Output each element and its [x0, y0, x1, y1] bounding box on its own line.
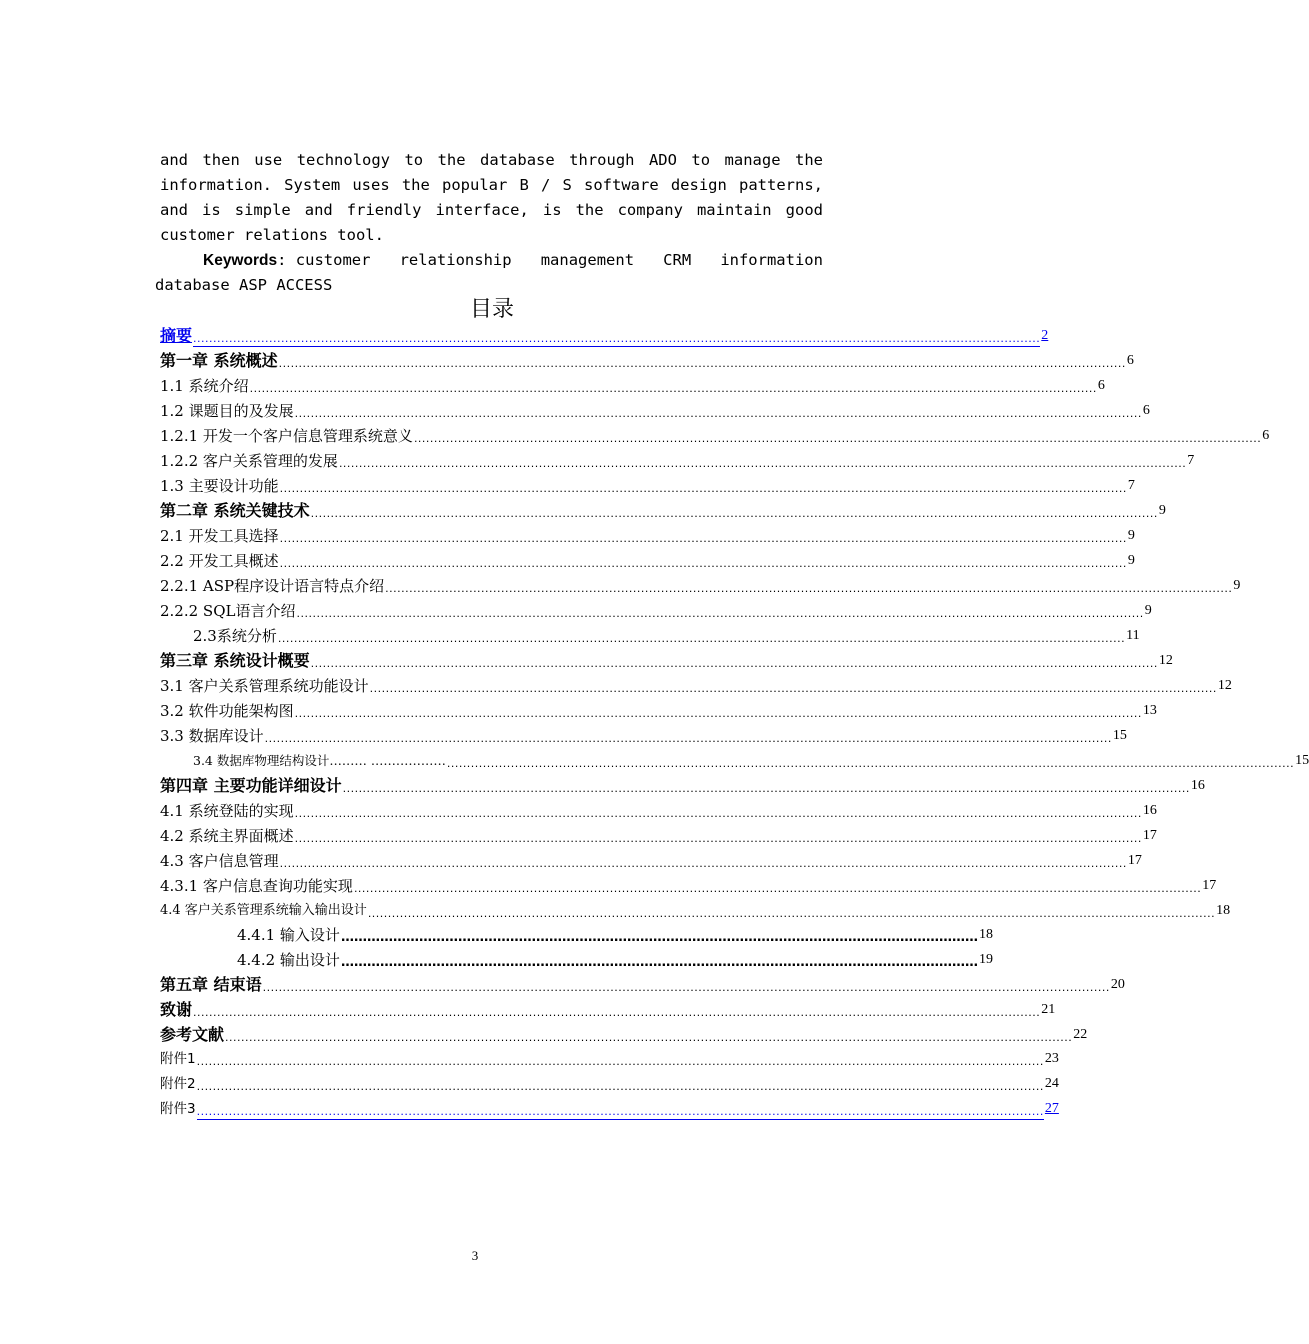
toc-entry-4-3[interactable]: [160, 848, 1142, 872]
toc-entry-1-2-2[interactable]: [160, 448, 1195, 472]
keyword: customer: [295, 251, 371, 269]
toc-entry-title: 1.1 系统介绍: [160, 377, 249, 395]
toc-entry-title: 3.2 软件功能架构图: [160, 702, 294, 720]
toc-entry-abstract[interactable]: [160, 323, 1049, 347]
toc-entry-page: 15: [1295, 753, 1309, 768]
toc-entry-4-2[interactable]: [160, 823, 1157, 847]
toc-entry-3-4[interactable]: [193, 748, 1309, 772]
toc-entry-title: 1.2 课题目的及发展: [160, 402, 294, 420]
toc-entry-page: 9: [1158, 503, 1166, 518]
toc-leader: ....................................................................................................................................................................................................................: [279, 557, 1127, 570]
toc-entry-page: 16: [1142, 803, 1157, 818]
toc-entry-2-2-1[interactable]: [160, 573, 1241, 597]
toc-entry-page: 18: [978, 927, 993, 942]
toc-entry-title: 3.3 数据库设计: [160, 727, 264, 745]
toc-entry-page: 24: [1044, 1076, 1059, 1091]
toc-entry-2-3[interactable]: [193, 623, 1140, 647]
toc-entry-page: 11: [1126, 628, 1140, 643]
toc-entry-page: 6: [1142, 403, 1150, 418]
toc-leader: ....................................................................................................................................................................................................................: [385, 582, 1233, 595]
toc-entry-title: 附件1: [160, 1051, 196, 1067]
keyword: CRM: [663, 251, 692, 269]
toc-entry-1-1[interactable]: [160, 373, 1105, 397]
toc-entry-title: 4.1 系统登陆的实现: [160, 802, 294, 820]
toc-entry-title: 1.3 主要设计功能: [160, 477, 279, 495]
toc-entry-references[interactable]: [160, 1022, 1088, 1046]
keywords-line: [203, 248, 823, 273]
toc-entry-1-2-1[interactable]: [160, 423, 1270, 447]
toc-entry-title: 2.2.2 SQL语言介绍: [160, 602, 296, 620]
toc-entry-title: 参考文献: [160, 1025, 225, 1044]
toc-entry-title: 4.3 客户信息管理: [160, 852, 279, 870]
toc-entry-4-4[interactable]: [160, 898, 1231, 922]
toc-leader: ....................................................................................................................................................................................................................: [193, 332, 1041, 345]
toc-entry-title: 附件3: [160, 1101, 196, 1117]
toc-entry-3-1[interactable]: [160, 673, 1232, 697]
toc-leader: ....................................................................................................................................................................................................................: [294, 407, 1142, 420]
toc-entry-appendix-2[interactable]: [160, 1071, 1059, 1095]
keyword: relationship: [399, 251, 512, 269]
toc-leader: ....................................................................................................................................................................................................................: [338, 457, 1187, 470]
toc-entry-page: 6: [1097, 378, 1105, 393]
toc-leader: ....................................................................................................................................................................................................................: [296, 607, 1144, 620]
abstract-line-3: and is simple and friendly interface, is the company maintain good: [160, 201, 823, 219]
toc-entry-title: 第三章 系统设计概要: [160, 651, 310, 670]
toc-entry-page: 27: [1044, 1101, 1059, 1116]
toc-entry-2-1[interactable]: [160, 523, 1135, 547]
toc-leader: ....................................................................................................................................................................................................................: [279, 857, 1127, 870]
toc-entry-3-2[interactable]: [160, 698, 1157, 722]
toc-leader: ....................................................................................................................................................................................................................: [262, 981, 1110, 994]
toc-entry-title: 致谢: [160, 1000, 193, 1019]
toc-entry-title: 摘要: [160, 326, 193, 345]
keywords-group-1: [203, 248, 370, 273]
toc-entry-page: 6: [1126, 353, 1134, 368]
toc-entry-page: 9: [1127, 528, 1135, 543]
toc-entry-appendix-3[interactable]: [160, 1096, 1059, 1120]
toc-entry-acknowledgements[interactable]: [160, 997, 1056, 1021]
keyword: management: [540, 251, 635, 269]
toc-entry-chapter-4[interactable]: [160, 773, 1205, 797]
toc-entry-title: 3.1 客户关系管理系统功能设计: [160, 677, 369, 695]
toc-leader: ....................................................................................................................................................................................................................: [225, 1031, 1073, 1044]
toc-entry-page: 21: [1041, 1002, 1056, 1017]
toc-entry-page: 15: [1112, 728, 1127, 743]
toc-entry-page: 20: [1110, 977, 1125, 992]
toc-leader: ....................................................................................................................................................................................................................: [294, 832, 1142, 845]
toc-leader: ....................................................................................................................................................................................................................: [294, 807, 1142, 820]
toc-entry-title: 2.2.1 ASP程序设计语言特点介绍: [160, 577, 385, 595]
toc-leader: ....................................................................................................................................................................................................................: [249, 382, 1097, 395]
toc-entry-4-3-1[interactable]: [160, 873, 1217, 897]
toc-leader: ....................................................................................................................................................................................................................: [196, 1105, 1044, 1118]
toc-entry-3-3[interactable]: [160, 723, 1127, 747]
toc-leader: ....................................................................................................................................................................................................................: [278, 357, 1126, 370]
toc-entry-page: 9: [1233, 578, 1241, 593]
toc-entry-2-2[interactable]: [160, 548, 1135, 572]
toc-entry-appendix-1[interactable]: [160, 1046, 1059, 1070]
toc-entry-title: 第五章 结束语: [160, 975, 262, 994]
keywords-separator: :: [277, 251, 287, 269]
toc-entry-title: 2.2 开发工具概述: [160, 552, 279, 570]
page-number: 3: [471, 1248, 479, 1263]
toc-entry-page: 17: [1202, 878, 1217, 893]
toc-entry-page: 7: [1187, 453, 1195, 468]
toc-entry-chapter-3[interactable]: [160, 648, 1173, 672]
toc-entry-page: 9: [1127, 553, 1135, 568]
abstract-line-4: customer relations tool.: [160, 226, 384, 244]
toc-leader: ....................................................................................................................................................................................................................: [279, 482, 1127, 495]
toc-entry-page: 16: [1190, 778, 1205, 793]
toc-entry-title: 第一章 系统概述: [160, 351, 278, 370]
toc-entry-2-2-2[interactable]: [160, 598, 1152, 622]
toc-leader: …………………………………………………………………………………………………………………………………: [340, 955, 978, 970]
toc-entry-page: 19: [978, 952, 993, 967]
toc-entry-title: 第二章 系统关键技术: [160, 501, 310, 520]
toc-entry-page: 7: [1127, 478, 1135, 493]
toc-entry-page: 13: [1142, 703, 1157, 718]
toc-entry-chapter-5[interactable]: [160, 972, 1125, 996]
toc-leader: ....................................................................................................................................................................................................................: [310, 507, 1158, 520]
toc-entry-page: 12: [1158, 653, 1173, 668]
toc-leader: ....................................................................................................................................................................................................................: [294, 707, 1142, 720]
toc-leader: ....................................................................................................................................................................................................................: [413, 432, 1262, 445]
keywords-line-2: database ASP ACCESS: [155, 276, 333, 294]
toc-entry-title: 附件2: [160, 1076, 196, 1092]
toc-entry-page: 6: [1262, 428, 1270, 443]
toc-entry-title: 第四章 主要功能详细设计: [160, 776, 342, 795]
toc-leader: ....................................................................................................................................................................................................................: [369, 682, 1217, 695]
toc-entry-title: 2.1 开发工具选择: [160, 527, 279, 545]
toc-entry-1-2[interactable]: [160, 398, 1150, 422]
toc-entry-page: 2: [1041, 328, 1049, 343]
toc-entry-4-4-2[interactable]: [237, 947, 993, 971]
toc-leader: ....................................................................................................................................................................................................................: [310, 657, 1158, 670]
toc-leader: ....................................................................................................................................................................................................................: [342, 782, 1190, 795]
toc-leader: ....................................................................................................................................................................................................................: [196, 1055, 1044, 1068]
toc-entry-title: 4.4.2 输出设计: [237, 951, 340, 969]
toc-entry-1-3[interactable]: [160, 473, 1135, 497]
toc-entry-page: 17: [1127, 853, 1142, 868]
toc-leader: ....................................................................................................................................................................................................................: [353, 882, 1202, 895]
toc-entry-page: 23: [1044, 1051, 1059, 1066]
toc-entry-title: 3.4 数据库物理结构设计……… ………………: [193, 753, 446, 768]
toc-entry-page: 9: [1144, 603, 1152, 618]
toc-leader: ....................................................................................................................................................................................................................: [277, 632, 1126, 645]
toc-leader: ....................................................................................................................................................................................................................: [367, 907, 1216, 920]
toc-leader: ....................................................................................................................................................................................................................: [446, 757, 1295, 770]
toc-leader: …………………………………………………………………………………………………………………………………: [340, 930, 978, 945]
abstract-line-2: information. System uses the popular B / S software design patterns,: [160, 176, 823, 194]
toc-leader: ....................................................................................................................................................................................................................: [264, 732, 1112, 745]
keywords-label: Keywords: [203, 252, 278, 269]
toc-entry-page: 12: [1217, 678, 1232, 693]
toc-entry-page: 17: [1142, 828, 1157, 843]
toc-entry-chapter-2[interactable]: [160, 498, 1166, 522]
toc-leader: ....................................................................................................................................................................................................................: [279, 532, 1127, 545]
abstract-line-1: and then use technology to the database through ADO to manage the: [160, 151, 823, 169]
toc-entry-page: 22: [1073, 1027, 1088, 1042]
toc-entry-title: 2.3系统分析: [193, 627, 277, 645]
toc-entry-title: 4.4 客户关系管理系统输入输出设计: [160, 903, 367, 918]
toc-entry-page: 18: [1216, 903, 1231, 918]
keyword: information: [720, 251, 823, 269]
toc-entry-chapter-1[interactable]: [160, 348, 1134, 372]
toc-entry-title: 4.3.1 客户信息查询功能实现: [160, 877, 353, 895]
toc-entry-title: 4.2 系统主界面概述: [160, 827, 294, 845]
toc-entry-title: 1.2.1 开发一个客户信息管理系统意义: [160, 427, 413, 445]
toc-leader: ....................................................................................................................................................................................................................: [193, 1006, 1041, 1019]
toc-entry-4-4-1[interactable]: [237, 922, 993, 946]
toc-entry-title: 1.2.2 客户关系管理的发展: [160, 452, 338, 470]
toc-leader: ....................................................................................................................................................................................................................: [196, 1080, 1044, 1093]
toc-title: 目录: [469, 297, 514, 322]
toc-entry-4-1[interactable]: [160, 798, 1157, 822]
toc-entry-title: 4.4.1 输入设计: [237, 926, 340, 944]
